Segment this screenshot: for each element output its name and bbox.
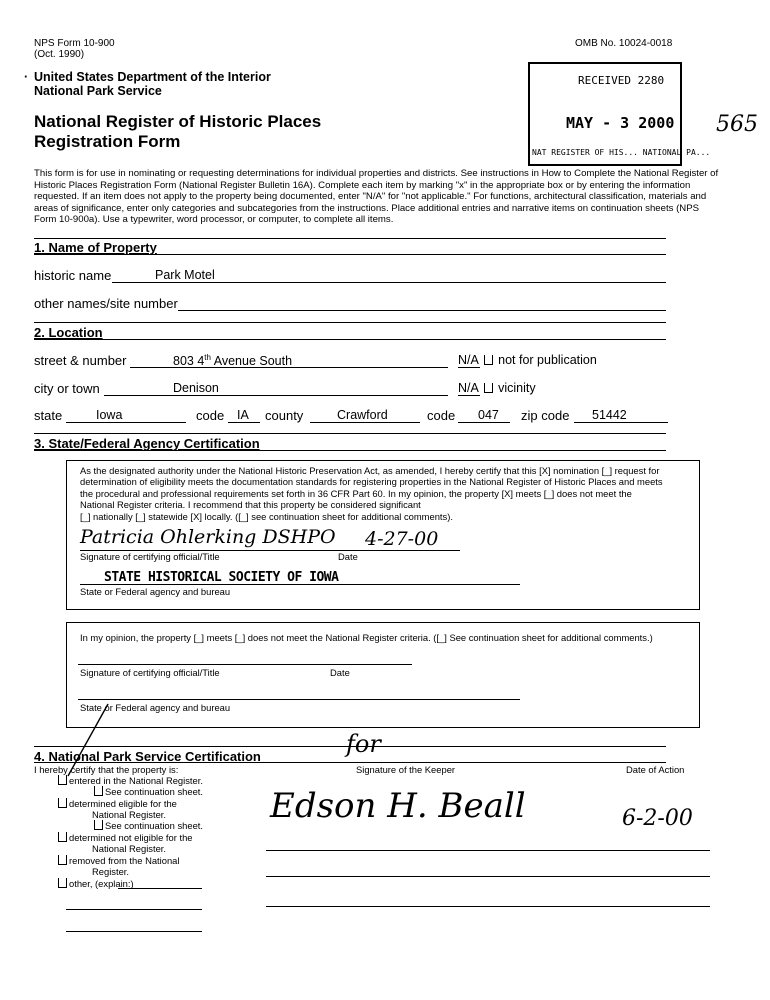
county-code-label: code — [427, 408, 456, 423]
code-label: code — [196, 408, 225, 423]
county-value[interactable]: Crawford — [337, 408, 388, 422]
date-of-action-label: Date of Action — [626, 764, 685, 775]
stamp-bottom: NAT REGISTER OF HIS... NATIONAL PA... — [532, 148, 711, 157]
option-other[interactable]: other, (explain:) — [56, 878, 134, 890]
omb-number: OMB No. 10024-0018 — [575, 38, 673, 49]
section-1-heading: 1. Name of Property — [34, 240, 157, 255]
zip-value[interactable]: 51442 — [592, 408, 627, 422]
historic-name-value[interactable]: Park Motel — [155, 268, 215, 282]
historic-name-label: historic name — [34, 268, 112, 283]
agency-bureau-label: State or Federal agency and bureau — [80, 586, 231, 597]
handwritten-number: 565 — [716, 112, 758, 137]
option-see-continuation-1[interactable]: See continuation sheet. — [92, 786, 203, 798]
sig-official-label: Signature of certifying official/Title — [80, 551, 220, 562]
county-label: county — [265, 408, 304, 423]
opinion-text: In my opinion, the property [_] meets [_] does not meet the National Register criteria. ([_] See continuation sheet for additional comments.) — [80, 632, 653, 643]
received-stamp — [528, 62, 711, 166]
option-determined-eligible[interactable]: determined eligible for the — [56, 798, 177, 810]
keeper-initials: for — [346, 730, 381, 758]
stamp-date: MAY - 3 2000 — [566, 114, 675, 132]
date-label: Date — [338, 551, 358, 562]
city-label: city or town — [34, 381, 100, 396]
form-subtitle: Registration Form — [34, 132, 181, 151]
other-names-label: other names/site number — [34, 296, 178, 311]
agency-subname: National Park Service — [34, 84, 162, 98]
option-entered[interactable]: entered in the National Register. — [56, 775, 203, 787]
code-value[interactable]: IA — [237, 408, 249, 422]
na-publication: N/A not for publication — [458, 353, 597, 367]
form-number: NPS Form 10-900 — [34, 38, 115, 49]
city-value[interactable]: Denison — [173, 381, 219, 395]
agency-name: · United States Department of the Interior — [24, 70, 271, 84]
keeper-signature: Edson H. Beall — [270, 786, 526, 826]
agency-stamp: STATE HISTORICAL SOCIETY OF IOWA — [104, 570, 339, 585]
action-date: 6-2-00 — [622, 806, 693, 831]
certify-text: I hereby certify that the property is: — [34, 764, 179, 775]
form-title: National Register of Historic Places — [34, 112, 322, 131]
date-label-2: Date — [330, 667, 350, 678]
pen-stroke — [60, 700, 120, 780]
option-not-eligible[interactable]: determined not eligible for the — [56, 832, 193, 844]
street-label: street & number — [34, 353, 127, 368]
state-label: state — [34, 408, 63, 423]
zip-label: zip code — [521, 408, 570, 423]
street-value[interactable]: 803 4th Avenue South — [173, 353, 293, 369]
certifying-date: 4-27-00 — [365, 528, 439, 550]
intro-text: This form is for use in nominating or requesting determinations for individual properties and districts. See instructions in How to Complete the National Register of Historic Places Registration Form (National Register Bulletin 16A). Complete each item by marking "x" in the appropriate box or by entering the information requested. If an item does not apply to the property being documented, enter "N/A" for "not applicable." For functions, architectural classification, materials and areas of significance, enter only categories and subcategories from the instructions. Place additional entries and narrative items on continuation sheets (NPS Form 10-900a). Use a typewriter, word processor, or computer, to complete all items. — [34, 168, 719, 226]
state-value[interactable]: Iowa — [96, 408, 123, 422]
keeper-label: Signature of the Keeper — [356, 764, 456, 775]
certification-text: As the designated authority under the National Historic Preservation Act, as amended, I hereby certify that this [X] nomination [_] request for determination of eligibility meets the documentation standards for registering properties in the National Register of Historic Places and meets the procedural and professional requirements set forth in 36 CFR Part 60. In my opinion, the property [X] meets [_] does not meet the National Register criteria. I recommend that this property be considered significant [_] nationally [_] statewide [X] locally. ([_] see continuation sheet for additional comments). — [80, 465, 663, 522]
section-2-heading: 2. Location — [34, 325, 103, 340]
sig-official-label-2: Signature of certifying official/Title — [80, 667, 220, 678]
option-removed[interactable]: removed from the National — [56, 855, 179, 867]
option-removed-register: Register. — [92, 866, 129, 877]
form-date: (Oct. 1990) — [34, 49, 85, 60]
vicinity-checkbox[interactable] — [484, 383, 493, 393]
section-4-heading: 4. National Park Service Certification — [34, 749, 261, 764]
certifying-signature: Patricia Ohlerking DSHPO — [80, 526, 336, 548]
not-for-publication-checkbox[interactable] — [484, 355, 493, 365]
stamp-received: RECEIVED 2280 — [578, 74, 665, 87]
option-see-continuation-2[interactable]: See continuation sheet. — [92, 820, 203, 832]
option-eligible-register: National Register. — [92, 809, 166, 820]
agency-bureau-label-2: State or Federal agency and bureau — [80, 702, 231, 713]
county-code-value[interactable]: 047 — [478, 408, 499, 422]
option-not-eligible-register: National Register. — [92, 843, 166, 854]
na-vicinity: N/A vicinity — [458, 381, 536, 395]
section-3-heading: 3. State/Federal Agency Certification — [34, 436, 260, 451]
